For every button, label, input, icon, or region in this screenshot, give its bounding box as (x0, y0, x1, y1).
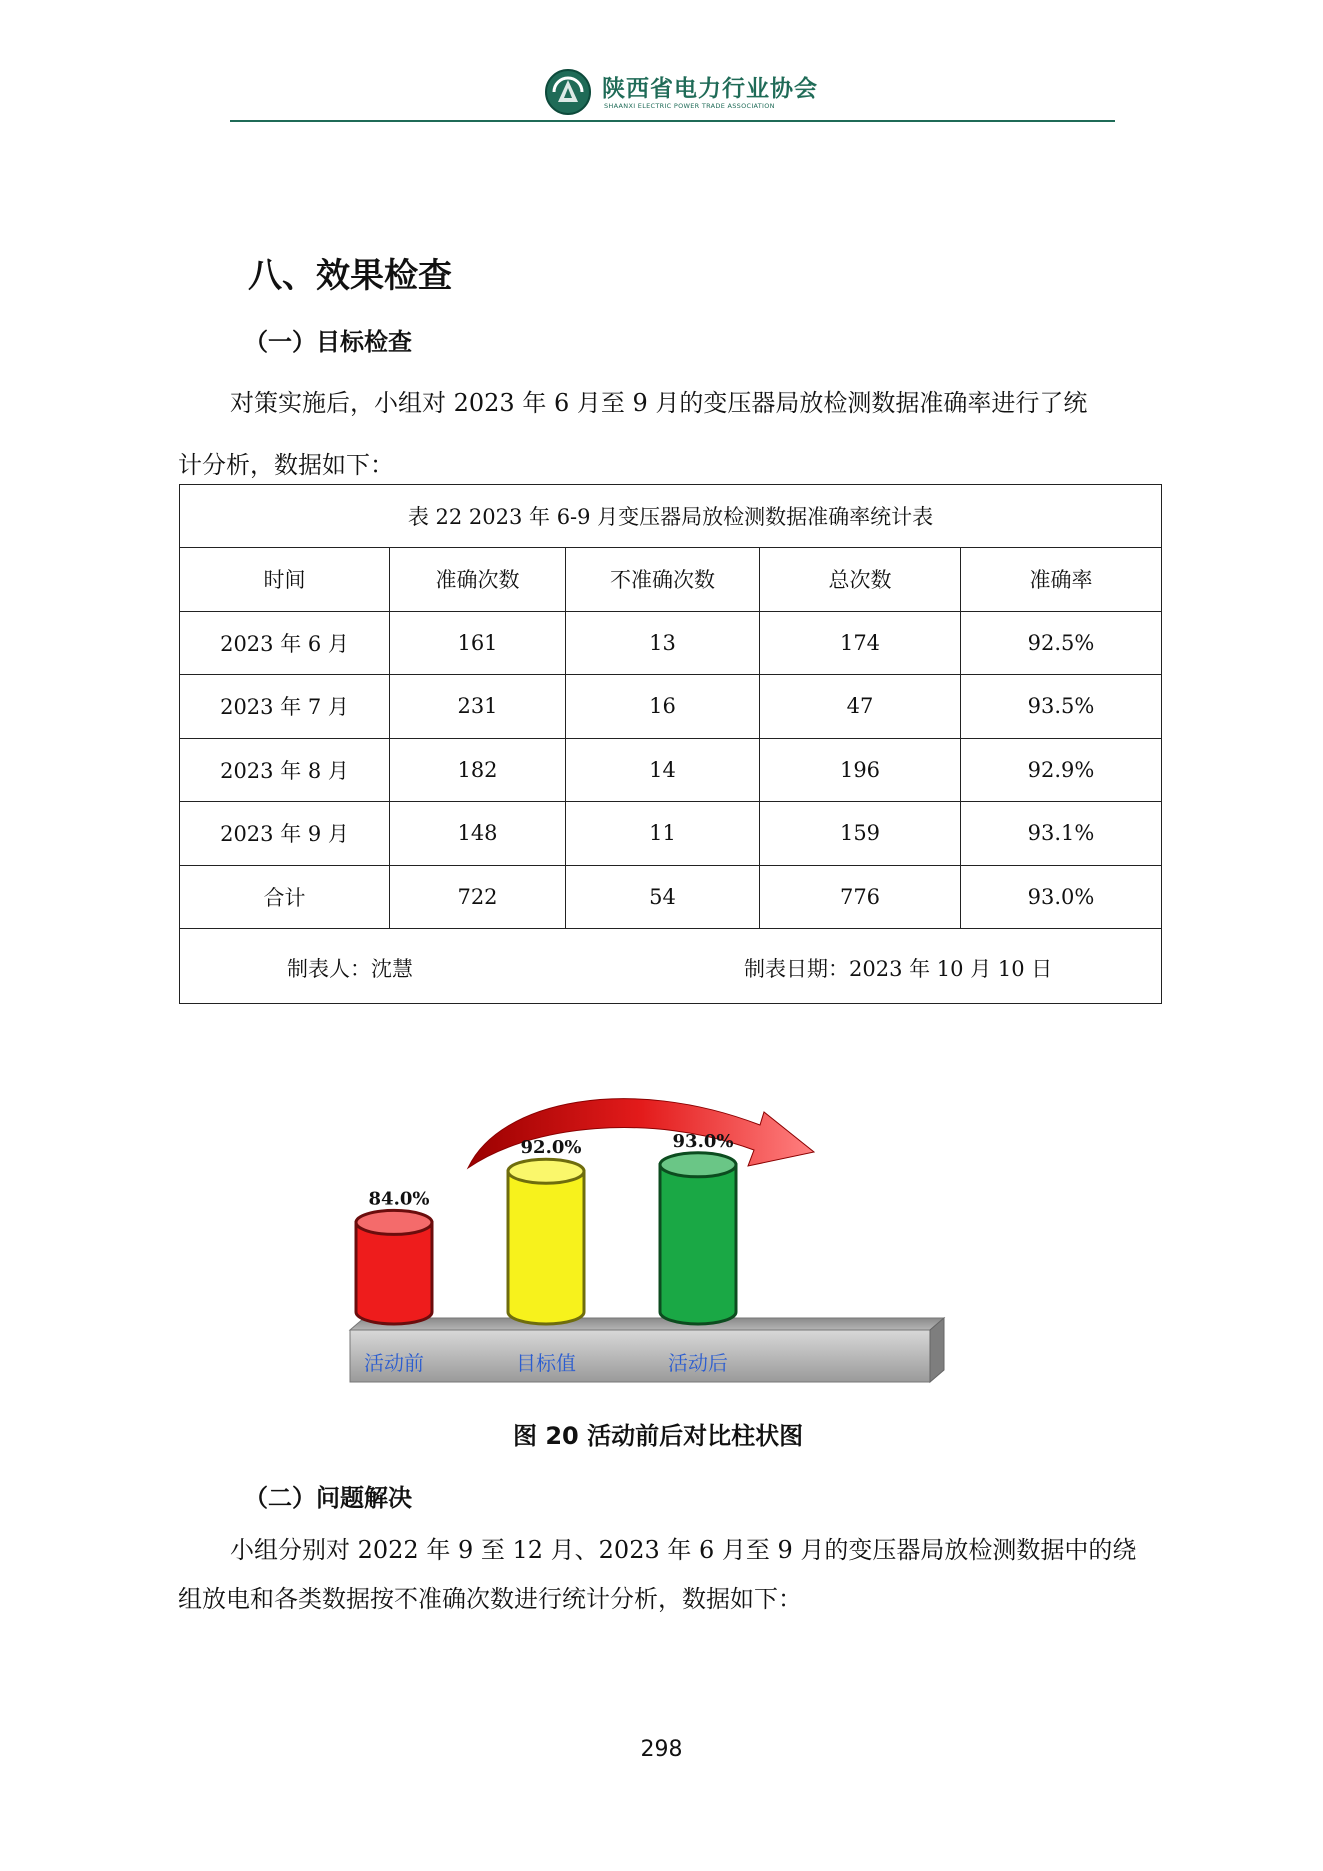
table-cell: 148 (390, 802, 566, 866)
table-maker: 制表人：沈慧 (287, 957, 413, 981)
table-row (180, 675, 1162, 739)
table-cell: 196 (760, 738, 961, 802)
accuracy-statistics-table (179, 484, 1162, 1004)
table-caption: 表 22 2023 年 6-9 月变压器局放检测数据准确率统计表 (180, 485, 1162, 548)
figure-caption: 图 20 活动前后对比柱状图 (513, 1422, 804, 1450)
table-total-row (180, 865, 1162, 929)
table-date: 制表日期：2023 年 10 月 10 日 (744, 957, 1053, 981)
table-cell: 231 (390, 675, 566, 739)
table-header: 时间 (180, 548, 390, 612)
table-header-row (180, 548, 1162, 612)
category-label: 活动后 (668, 1351, 728, 1375)
paragraph-2-line-2: 组放电和各类数据按不准确次数进行统计分析，数据如下： (178, 1585, 802, 1613)
table-cell: 93.1% (961, 802, 1162, 866)
table-cell: 合计 (180, 865, 390, 929)
table-cell: 2023 年 9 月 (180, 802, 390, 866)
table-cell: 174 (760, 611, 961, 675)
bar-value-label: 84.0% (368, 1188, 430, 1210)
org-name: 陕西省电力行业协会 (602, 76, 818, 102)
table-cell: 13 (566, 611, 760, 675)
paragraph-1-line-1: 对策实施后，小组对 2023 年 6 月至 9 月的变压器局放检测数据准确率进行了统 (230, 389, 1088, 417)
comparison-bar-chart (330, 1070, 970, 1390)
section-title: 八、效果检查 (248, 256, 452, 296)
table-header: 总次数 (760, 548, 961, 612)
table-cell: 2023 年 6 月 (180, 611, 390, 675)
table-cell: 54 (566, 865, 760, 929)
table-cell: 2023 年 8 月 (180, 738, 390, 802)
table-header: 不准确次数 (566, 548, 760, 612)
page-number: 298 (640, 1737, 683, 1762)
table-cell: 722 (390, 865, 566, 929)
table-cell: 92.9% (961, 738, 1162, 802)
header-divider (230, 120, 1115, 122)
org-name-en: SHAANXI ELECTRIC POWER TRADE ASSOCIATION (604, 102, 775, 110)
bar-value-label: 93.0% (672, 1130, 734, 1152)
subsection-title-2: （二）问题解决 (244, 1484, 412, 1512)
category-label: 活动前 (364, 1351, 424, 1375)
paragraph-2-line-1: 小组分别对 2022 年 9 至 12 月、2023 年 6 月至 9 月的变压器局放检测数据中的绕 (230, 1536, 1137, 1564)
chart-base-platform (350, 1318, 944, 1382)
table-row (180, 802, 1162, 866)
table-header: 准确率 (961, 548, 1162, 612)
association-emblem-icon (544, 68, 592, 116)
table-row (180, 738, 1162, 802)
table-cell: 14 (566, 738, 760, 802)
table-cell: 161 (390, 611, 566, 675)
table-cell: 92.5% (961, 611, 1162, 675)
table-cell: 159 (760, 802, 961, 866)
paragraph-1-line-2: 计分析，数据如下： (178, 451, 394, 479)
table-cell: 16 (566, 675, 760, 739)
header-logo (544, 68, 818, 118)
table-cell: 776 (760, 865, 961, 929)
bar-value-label: 92.0% (520, 1137, 582, 1159)
table-cell: 11 (566, 802, 760, 866)
bar-2 (508, 1159, 584, 1324)
subsection-title-1: （一）目标检查 (244, 328, 412, 356)
table-footer (180, 929, 1162, 1004)
table-cell: 47 (760, 675, 961, 739)
table-header: 准确次数 (390, 548, 566, 612)
bar-1 (356, 1210, 432, 1324)
table-row (180, 611, 1162, 675)
table-cell: 93.5% (961, 675, 1162, 739)
table-cell: 182 (390, 738, 566, 802)
table-cell: 93.0% (961, 865, 1162, 929)
table-cell: 2023 年 7 月 (180, 675, 390, 739)
category-label: 目标值 (516, 1351, 576, 1375)
bar-3 (660, 1153, 736, 1324)
